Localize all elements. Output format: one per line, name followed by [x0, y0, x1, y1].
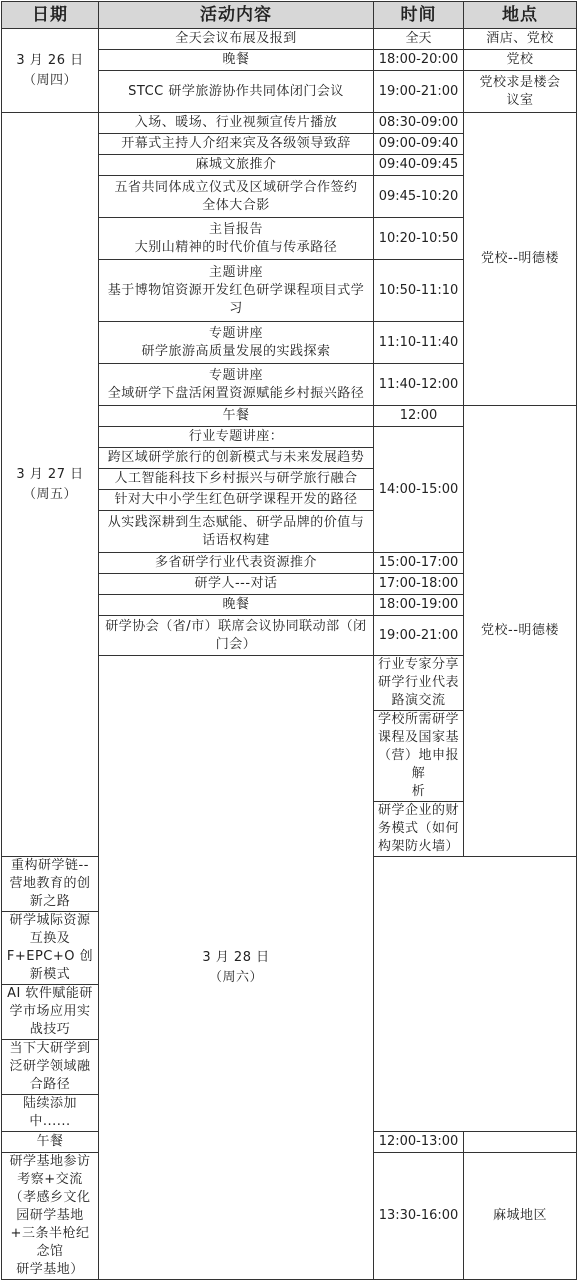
- activity-cell: [99, 260, 374, 322]
- date-cell-day3: [99, 656, 374, 1280]
- time-cell: 11:10-11:40: [374, 322, 464, 364]
- activity-cell: [2, 1153, 99, 1280]
- activity-text: 当下大研学到泛研学领域融合路径: [9, 1041, 91, 1092]
- activity-text: 从实践深耕到生态赋能、研学品牌的价值与: [107, 514, 365, 530]
- activity-text: 跨区域研学旅行的创新模式与未来发展趋势: [107, 450, 365, 465]
- date-label: 3 月 27 日: [16, 466, 84, 482]
- location-cell: 党校--明德楼: [464, 406, 577, 857]
- activity-text: 麻城文旅推介: [195, 157, 277, 172]
- activity-text: 五省共同体成立仪式及区域研学合作签约: [114, 179, 358, 195]
- activity-text: 人工智能科技下乡村振兴与研学旅行融合: [114, 471, 358, 486]
- activity-cell: [99, 113, 374, 134]
- time-cell: 14:00-15:00: [374, 427, 464, 553]
- activity-cell: [99, 218, 374, 260]
- activity-cell: [99, 134, 374, 155]
- activity-cell: [374, 802, 464, 857]
- location-text: 党校求是楼会: [479, 74, 561, 90]
- activity-text: 全体大合影: [202, 197, 270, 213]
- time-cell: 全天: [374, 29, 464, 50]
- activity-cell: [99, 322, 374, 364]
- date-cell-day2: [2, 113, 99, 857]
- activity-cell: [99, 427, 374, 448]
- time-cell: 13:30-16:00: [374, 1153, 464, 1280]
- activity-text: 午餐: [36, 1134, 64, 1149]
- time-cell: 10:20-10:50: [374, 218, 464, 260]
- location-cell: [464, 1132, 577, 1153]
- time-cell: 17:00-18:00: [374, 574, 464, 595]
- activity-text: 基于博物馆资源开发红色研学课程项目式学: [107, 282, 365, 298]
- activity-text: 多省研学行业代表资源推介: [154, 555, 317, 570]
- activity-text: 习: [229, 300, 243, 316]
- activity-text: 学校所需研学课程及国家基（营）地申报解: [377, 712, 459, 781]
- activity-cell: [99, 71, 374, 113]
- activity-text: 晚餐: [222, 597, 250, 612]
- activity-cell: [99, 29, 374, 50]
- activity-text: 晚餐: [222, 52, 250, 67]
- activity-text: 主旨报告: [208, 221, 263, 237]
- location-cell: 党校--明德楼: [464, 113, 577, 406]
- activity-text: 析: [411, 784, 426, 799]
- activity-text: STCC 研学旅游协作共同体闭门会议: [128, 83, 344, 99]
- header-row: [2, 2, 577, 29]
- location-cell: 麻城地区: [464, 1153, 577, 1280]
- activity-text: 行业专题讲座：: [188, 429, 284, 444]
- time-cell: 18:00-20:00: [374, 50, 464, 71]
- location-cell: 酒店、党校: [464, 29, 577, 50]
- activity-text: （孝感乡文化园研学基地+三条半枪纪念馆: [9, 1190, 91, 1259]
- time-cell: 19:00-21:00: [374, 616, 464, 656]
- time-cell: 10:50-11:10: [374, 260, 464, 322]
- weekday-label: （周六）: [208, 969, 263, 985]
- activity-text: 研学行业代表路演交流: [377, 675, 459, 708]
- activity-cell: [2, 1095, 99, 1132]
- activity-text: 全域研学下盘活闲置资源赋能乡村振兴路径: [107, 385, 365, 401]
- activity-text: 研学企业的财务模式（如何构架防火墙）: [377, 803, 459, 854]
- location-cell: 党校: [464, 50, 577, 71]
- table-row: [2, 113, 577, 134]
- activity-cell: [99, 616, 374, 656]
- activity-text: 重构研学链--营地教育的创新之路: [9, 858, 91, 909]
- activity-cell: [99, 155, 374, 176]
- activity-text: 研学城际资源互换及 F+EPC+O 创新模式: [6, 913, 94, 982]
- activity-text: 专题讲座: [208, 325, 263, 341]
- activity-cell: [99, 469, 374, 490]
- time-cell: 09:00-09:40: [374, 134, 464, 155]
- activity-cell: [2, 1040, 99, 1095]
- activity-text: 研学人---对话: [194, 576, 278, 591]
- schedule-table: [1, 1, 577, 1280]
- weekday-label: （周四）: [22, 72, 77, 88]
- time-cell: 12:00-13:00: [374, 1132, 464, 1153]
- date-label: 3 月 26 日: [16, 52, 84, 68]
- activity-text: 陆续添加中......: [22, 1096, 77, 1129]
- time-cell: 08:30-09:00: [374, 113, 464, 134]
- date-label: 3 月 28 日: [202, 949, 270, 965]
- activity-text: 全天会议布展及报到: [175, 31, 297, 46]
- activity-text: 研学协会（省/市）联席会议协同联动部（闭: [105, 618, 367, 634]
- activity-text: 开幕式主持人介绍来宾及各级领导致辞: [121, 136, 351, 151]
- activity-cell: [99, 574, 374, 595]
- time-cell: 18:00-19:00: [374, 595, 464, 616]
- activity-cell: [99, 50, 374, 71]
- activity-text: 午餐: [222, 408, 250, 423]
- activity-cell: [99, 553, 374, 574]
- activity-text: 针对大中小学生红色研学课程开发的路径: [114, 492, 358, 507]
- activity-cell: [99, 490, 374, 511]
- activity-cell: [99, 448, 374, 469]
- activity-text: 行业专家分享: [377, 657, 459, 672]
- time-cell: 09:45-10:20: [374, 176, 464, 218]
- date-cell-day1: [2, 29, 99, 113]
- header-activity: 活动内容: [99, 2, 374, 29]
- activity-text: 研学旅游高质量发展的实践探索: [141, 343, 331, 359]
- header-location: 地点: [464, 2, 577, 29]
- weekday-label: （周五）: [22, 486, 77, 502]
- activity-text: 专题讲座: [208, 367, 263, 383]
- time-cell: 09:40-09:45: [374, 155, 464, 176]
- header-time: 时间: [374, 2, 464, 29]
- activity-cell: [99, 595, 374, 616]
- activity-text: 研学基地）: [16, 1262, 84, 1277]
- activity-cell: [374, 711, 464, 802]
- location-text: 议室: [506, 92, 534, 108]
- activity-cell: [374, 656, 464, 711]
- location-cell: [464, 71, 577, 113]
- activity-cell: [99, 364, 374, 406]
- time-cell: 12:00: [374, 406, 464, 427]
- activity-text: AI 软件赋能研学市场应用实战技巧: [7, 986, 93, 1037]
- activity-text: 话语权构建: [202, 532, 270, 548]
- activity-cell: [2, 985, 99, 1040]
- activity-text: 主题讲座: [208, 264, 263, 280]
- table-row: [2, 29, 577, 50]
- time-cell: 15:00-17:00: [374, 553, 464, 574]
- activity-cell: [99, 406, 374, 427]
- activity-cell: [2, 857, 99, 912]
- activity-cell: [99, 176, 374, 218]
- activity-cell: [2, 912, 99, 985]
- activity-text: 入场、暖场、行业视频宣传片播放: [134, 115, 338, 130]
- time-cell: 11:40-12:00: [374, 364, 464, 406]
- activity-text: 大别山精神的时代价值与传承路径: [134, 239, 338, 255]
- activity-text: 门会）: [215, 636, 257, 652]
- header-date: 日期: [2, 2, 99, 29]
- activity-text: 研学基地参访考察+交流: [9, 1154, 91, 1187]
- activity-cell: [99, 511, 374, 553]
- time-cell: 19:00-21:00: [374, 71, 464, 113]
- activity-cell: [2, 1132, 99, 1153]
